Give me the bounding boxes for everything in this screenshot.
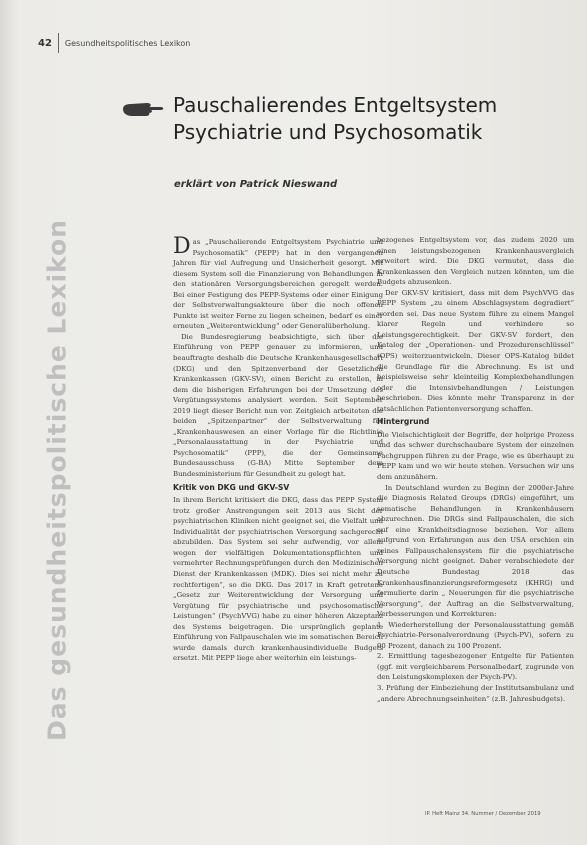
page-footer: IP. Heft Mainz 34. Nummer / Dezember 2019 xyxy=(425,811,541,817)
running-head: Gesundheitspolitisches Lexikon xyxy=(64,38,191,48)
list-item: 1. Wiederherstellung der Personalausstattung gemäß Psychiatrie-Personalverordnung (Psych-PV), sofern zu 90 Prozent, danach zu 100 Prozent. xyxy=(377,620,574,650)
section-heading: Hintergrund xyxy=(377,417,430,427)
article-title: Pauschalierendes Entgeltsystem Psychiatrie und Psychosomatik xyxy=(173,93,498,144)
paragraph: Die Vielschichtigkeit der Begriffe, der holprige Prozess und das schwer durchschaubare System der einzelnen Fachgruppen führen zu der Frage, wie es überhaupt zu PEPP kam und wo wir heute stehen. Versuchen wir uns dem anzunähern. xyxy=(377,430,574,482)
list-item: 2. Ermittlung tagesbezogener Entgelte für Patienten (ggf. mit vergleichbarem Personalbedarf, zugrunde von den Leistungskomplexen der Psych-PV). xyxy=(377,652,574,682)
page-number: 42 xyxy=(38,37,52,49)
byline: erklärt von Patrick Nieswand xyxy=(174,179,338,190)
paragraph: bezogenes Entgeltsystem vor, das zudem 2020 um einen leistungsbezogenen Krankenhausvergleich erweitert wird. Die DKG vermutet, dass die Krankenkassen den Vergleich nutzen könnten, um die Budgets abzusenken. xyxy=(377,236,574,287)
right-column xyxy=(377,235,574,704)
section-heading: Kritik von DKG und GKV-SV xyxy=(173,482,290,492)
page-header xyxy=(38,34,190,52)
header-divider xyxy=(58,33,59,53)
paragraph: In Deutschland wurden zu Beginn der 2000er-Jahre die Diagnosis Related Groups (DRGs) eingeführt, um somatische Behandlungen in Krankenhäusern abzurechnen. Die DRGs sind Fallpauschalen, die sich auf eine Krankheitsdiagnose beziehen. Vor allem aufgrund von Erfahrungen aus den USA erschien ein reines Fallpauschalensystem für die psychiatrische Versorgung nicht geeignet. Daher verabschiedete der Deutsche Bundestag 2018 das Krankenhausfinanzierungsreformgesetz (KHRG) und formulierte darin „ Neuerungen für die psychiatrische Versorgung“, der Auftrag an die Selbstverwaltung, Verbesserungen und Korrekturen: xyxy=(377,483,574,619)
numbered-list xyxy=(377,620,574,704)
list-item: 3. Prüfung der Einbeziehung der Institutsambulanz und „andere Abrechnungseinheiten“ (z.B. Jahresbudgets). xyxy=(377,683,574,703)
paragraph: Der GKV-SV kritisiert, dass mit dem PsychVVG das PEPP System „zu einem Abschlagsystem degradiert“ worden sei. Das neue System führe zu einem Mangel klarer Regeln und verhindere so Leistungsgerechtigkeit. Der GKV-SV fordert, den Katalog der „Operationen- und Prozedurenschlüssel“ (OPS) weiterzuentwickeln. Dieser OPS-Katalog bildet die Grundlage für die Abrechnung. Es ist und beispielsweise sehr kleinteilig Komplexbehandlungen oder die Intensivbehandlungen / Leistungen beschrieben. Dies könnte mehr Transparenz in der tatsächlichen Patientenversorgung schaffen. xyxy=(377,288,574,413)
paragraph: In ihrem Bericht kritisiert die DKG, dass das PEPP System trotz großer Anstrengungen seit 2013 aus Sicht der psychiatrischen Kliniken nicht geeignet sei, die Vielfalt und Individualität der psychiatrischen Versorgung sachgerecht abzubilden. Das System sei sehr aufwendig, vor allem wegen der vielfältigen Dokumentationspflichten und vermehrter Rechnungsprüfungen durch den Medizinischen Dienst der Krankenkassen (MDK). Dies sei nicht mehr zu rechtfertigen“, so die DKG. Das 2017 in Kraft getretene „Gesetz zur Weiterentwicklung der Versorgung und Vergütung für psychiatrische und psychosomatische Leistungen“ (PsychVVG) habe zu einer höheren Akzeptanz des Systems beigetragen. Die ursprünglich geplante Einführung von Fallpauschalen wie im somatischen Bereich wurde damals durch krankenhausindividuelle Budgets ersetzt. Mit PEPP liege aber weiterhin ein leistungs- xyxy=(173,496,383,663)
drop-cap: D xyxy=(173,234,191,259)
left-column xyxy=(173,234,383,664)
paragraph: Die Bundesregierung beabsichtigte, sich über die Einführung von PEPP genauer zu informieren, und beauftragte deshalb die Deutsche Krankenhausgesellschaft (DKG) und den Spitzenverband der Gesetzlichen Krankenkassen (GKV-SV), einen Bericht zu erstellen, in dem die bisherigen Erfahrungen bei der Umsetzung des Vergütungssystems analysiert werden. Seit September 2019 liegt dieser Bericht nun vor. Zeitgleich arbeiteten die beiden „Spitzenpartner“ der Selbstverwaltung für „Krankenhauswesen an einer Vorlage für die Richtlinie „Personalausstattung in der Psychiatrie und Psychosomatik“ (PPP), die der Gemeinsame Bundesausschuss (G-BA) Mitte September dem Bundesministerium für Gesundheit zu gelegt hat. xyxy=(173,332,383,479)
side-title: Das gesundheitspolitische Lexikon xyxy=(42,219,72,741)
pointing-hand-icon xyxy=(121,100,165,118)
paragraph: as „Pauschalierende Entgeltsystem Psychiatrie und Psychosomatik“ (PEPP) hat in den vergangenen Jahren für viel Aufregung und Unsicherheit gesorgt. Mit diesem System soll die Finanzierung von Behandlungen in den stationären Versorgungsbereichen geregelt werden. Bei einer Festigung des PEPP-Systems oder einer Einigung der Selbstverwaltungsakteure über die noch offenen Punkte ist weiter Ferne zu liegen scheinen, bedarf es einer erneuten „Weiterentwicklung“ oder Generalüberholung. xyxy=(173,238,383,331)
